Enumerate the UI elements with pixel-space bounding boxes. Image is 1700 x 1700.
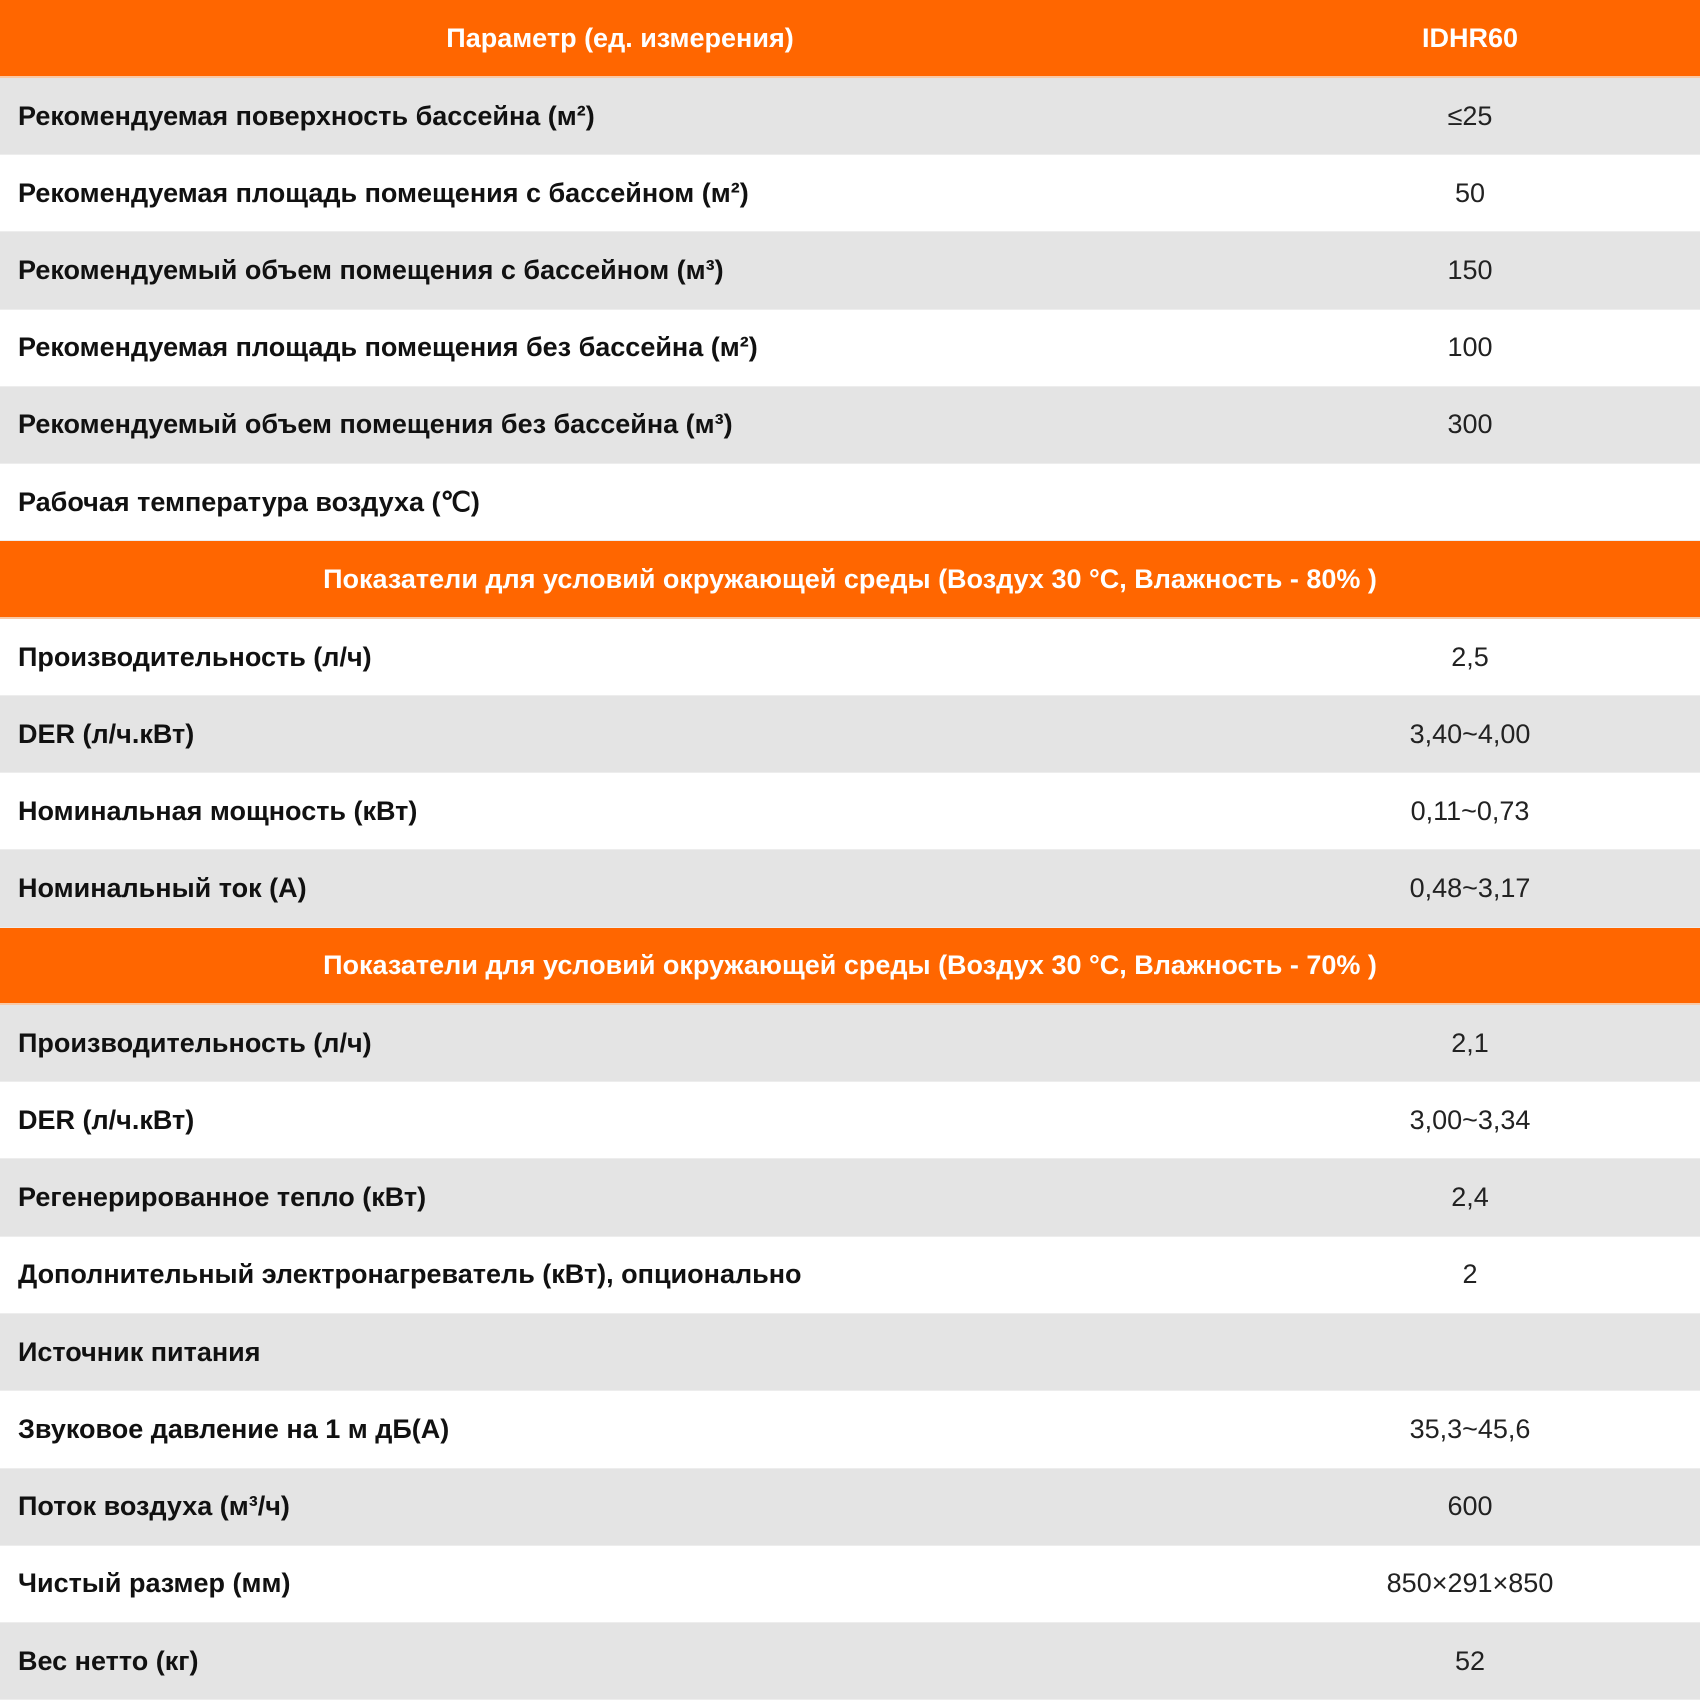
value-cell: 2,4 xyxy=(1240,1159,1700,1236)
section-title: Показатели для условий окружающей среды (Воздух 30 °C, Влажность - 70% ) xyxy=(0,927,1700,1004)
param-cell: Поток воздуха (м³/ч) xyxy=(0,1468,1240,1545)
param-cell: Номинальная мощность (кВт) xyxy=(0,773,1240,850)
value-cell: 850×291×850 xyxy=(1240,1545,1700,1622)
table-row xyxy=(0,773,1700,850)
param-cell: Рекомендуемая площадь помещения без бассейна (м²) xyxy=(0,309,1240,386)
value-cell: 2,1 xyxy=(1240,1004,1700,1081)
section-title: Показатели для условий окружающей среды (Воздух 30 °C, Влажность - 80% ) xyxy=(0,541,1700,618)
value-cell xyxy=(1240,1314,1700,1391)
value-cell: 0,48~3,17 xyxy=(1240,850,1700,927)
header-param: Параметр (ед. измерения) xyxy=(0,0,1240,77)
param-cell: Рекомендуемый объем помещения без бассейна (м³) xyxy=(0,386,1240,463)
param-cell: Регенерированное тепло (кВт) xyxy=(0,1159,1240,1236)
value-cell: 2,5 xyxy=(1240,618,1700,695)
value-cell: 2 xyxy=(1240,1236,1700,1313)
param-cell: Рекомендуемый объем помещения с бассейном (м³) xyxy=(0,232,1240,309)
table-row xyxy=(0,695,1700,772)
table-row xyxy=(0,155,1700,232)
param-cell: Рекомендуемая поверхность бассейна (м²) xyxy=(0,77,1240,154)
value-cell xyxy=(1240,464,1700,541)
table-row xyxy=(0,850,1700,927)
param-cell: DER (л/ч.кВт) xyxy=(0,1082,1240,1159)
table-row xyxy=(0,1159,1700,1236)
value-cell: 50 xyxy=(1240,155,1700,232)
section-header-row xyxy=(0,927,1700,1004)
table-row xyxy=(0,1236,1700,1313)
table-header-row xyxy=(0,0,1700,77)
value-cell: 0,11~0,73 xyxy=(1240,773,1700,850)
table-row xyxy=(0,1623,1700,1700)
param-cell: Производительность (л/ч) xyxy=(0,1004,1240,1081)
table-row xyxy=(0,1082,1700,1159)
param-cell: Дополнительный электронагреватель (кВт), опционально xyxy=(0,1236,1240,1313)
table-row xyxy=(0,464,1700,541)
header-model: IDHR60 xyxy=(1240,0,1700,77)
value-cell: 600 xyxy=(1240,1468,1700,1545)
table-row xyxy=(0,232,1700,309)
param-cell: Рабочая температура воздуха (℃) xyxy=(0,464,1240,541)
param-cell: Звуковое давление на 1 м дБ(A) xyxy=(0,1391,1240,1468)
value-cell: 300 xyxy=(1240,386,1700,463)
param-cell: DER (л/ч.кВт) xyxy=(0,695,1240,772)
param-cell: Чистый размер (мм) xyxy=(0,1545,1240,1622)
table-row xyxy=(0,618,1700,695)
table-row xyxy=(0,1004,1700,1081)
value-cell: ≤25 xyxy=(1240,77,1700,154)
table-row xyxy=(0,77,1700,154)
param-cell: Источник питания xyxy=(0,1314,1240,1391)
table-row xyxy=(0,1314,1700,1391)
table-row xyxy=(0,309,1700,386)
value-cell: 3,00~3,34 xyxy=(1240,1082,1700,1159)
param-cell: Номинальный ток (A) xyxy=(0,850,1240,927)
value-cell: 150 xyxy=(1240,232,1700,309)
value-cell: 3,40~4,00 xyxy=(1240,695,1700,772)
param-cell: Рекомендуемая площадь помещения с бассейном (м²) xyxy=(0,155,1240,232)
table-row xyxy=(0,1545,1700,1622)
section-header-row xyxy=(0,541,1700,618)
param-cell: Вес нетто (кг) xyxy=(0,1623,1240,1700)
table-row xyxy=(0,386,1700,463)
value-cell: 52 xyxy=(1240,1623,1700,1700)
value-cell: 100 xyxy=(1240,309,1700,386)
value-cell: 35,3~45,6 xyxy=(1240,1391,1700,1468)
table-row xyxy=(0,1391,1700,1468)
param-cell: Производительность (л/ч) xyxy=(0,618,1240,695)
table-row xyxy=(0,1468,1700,1545)
